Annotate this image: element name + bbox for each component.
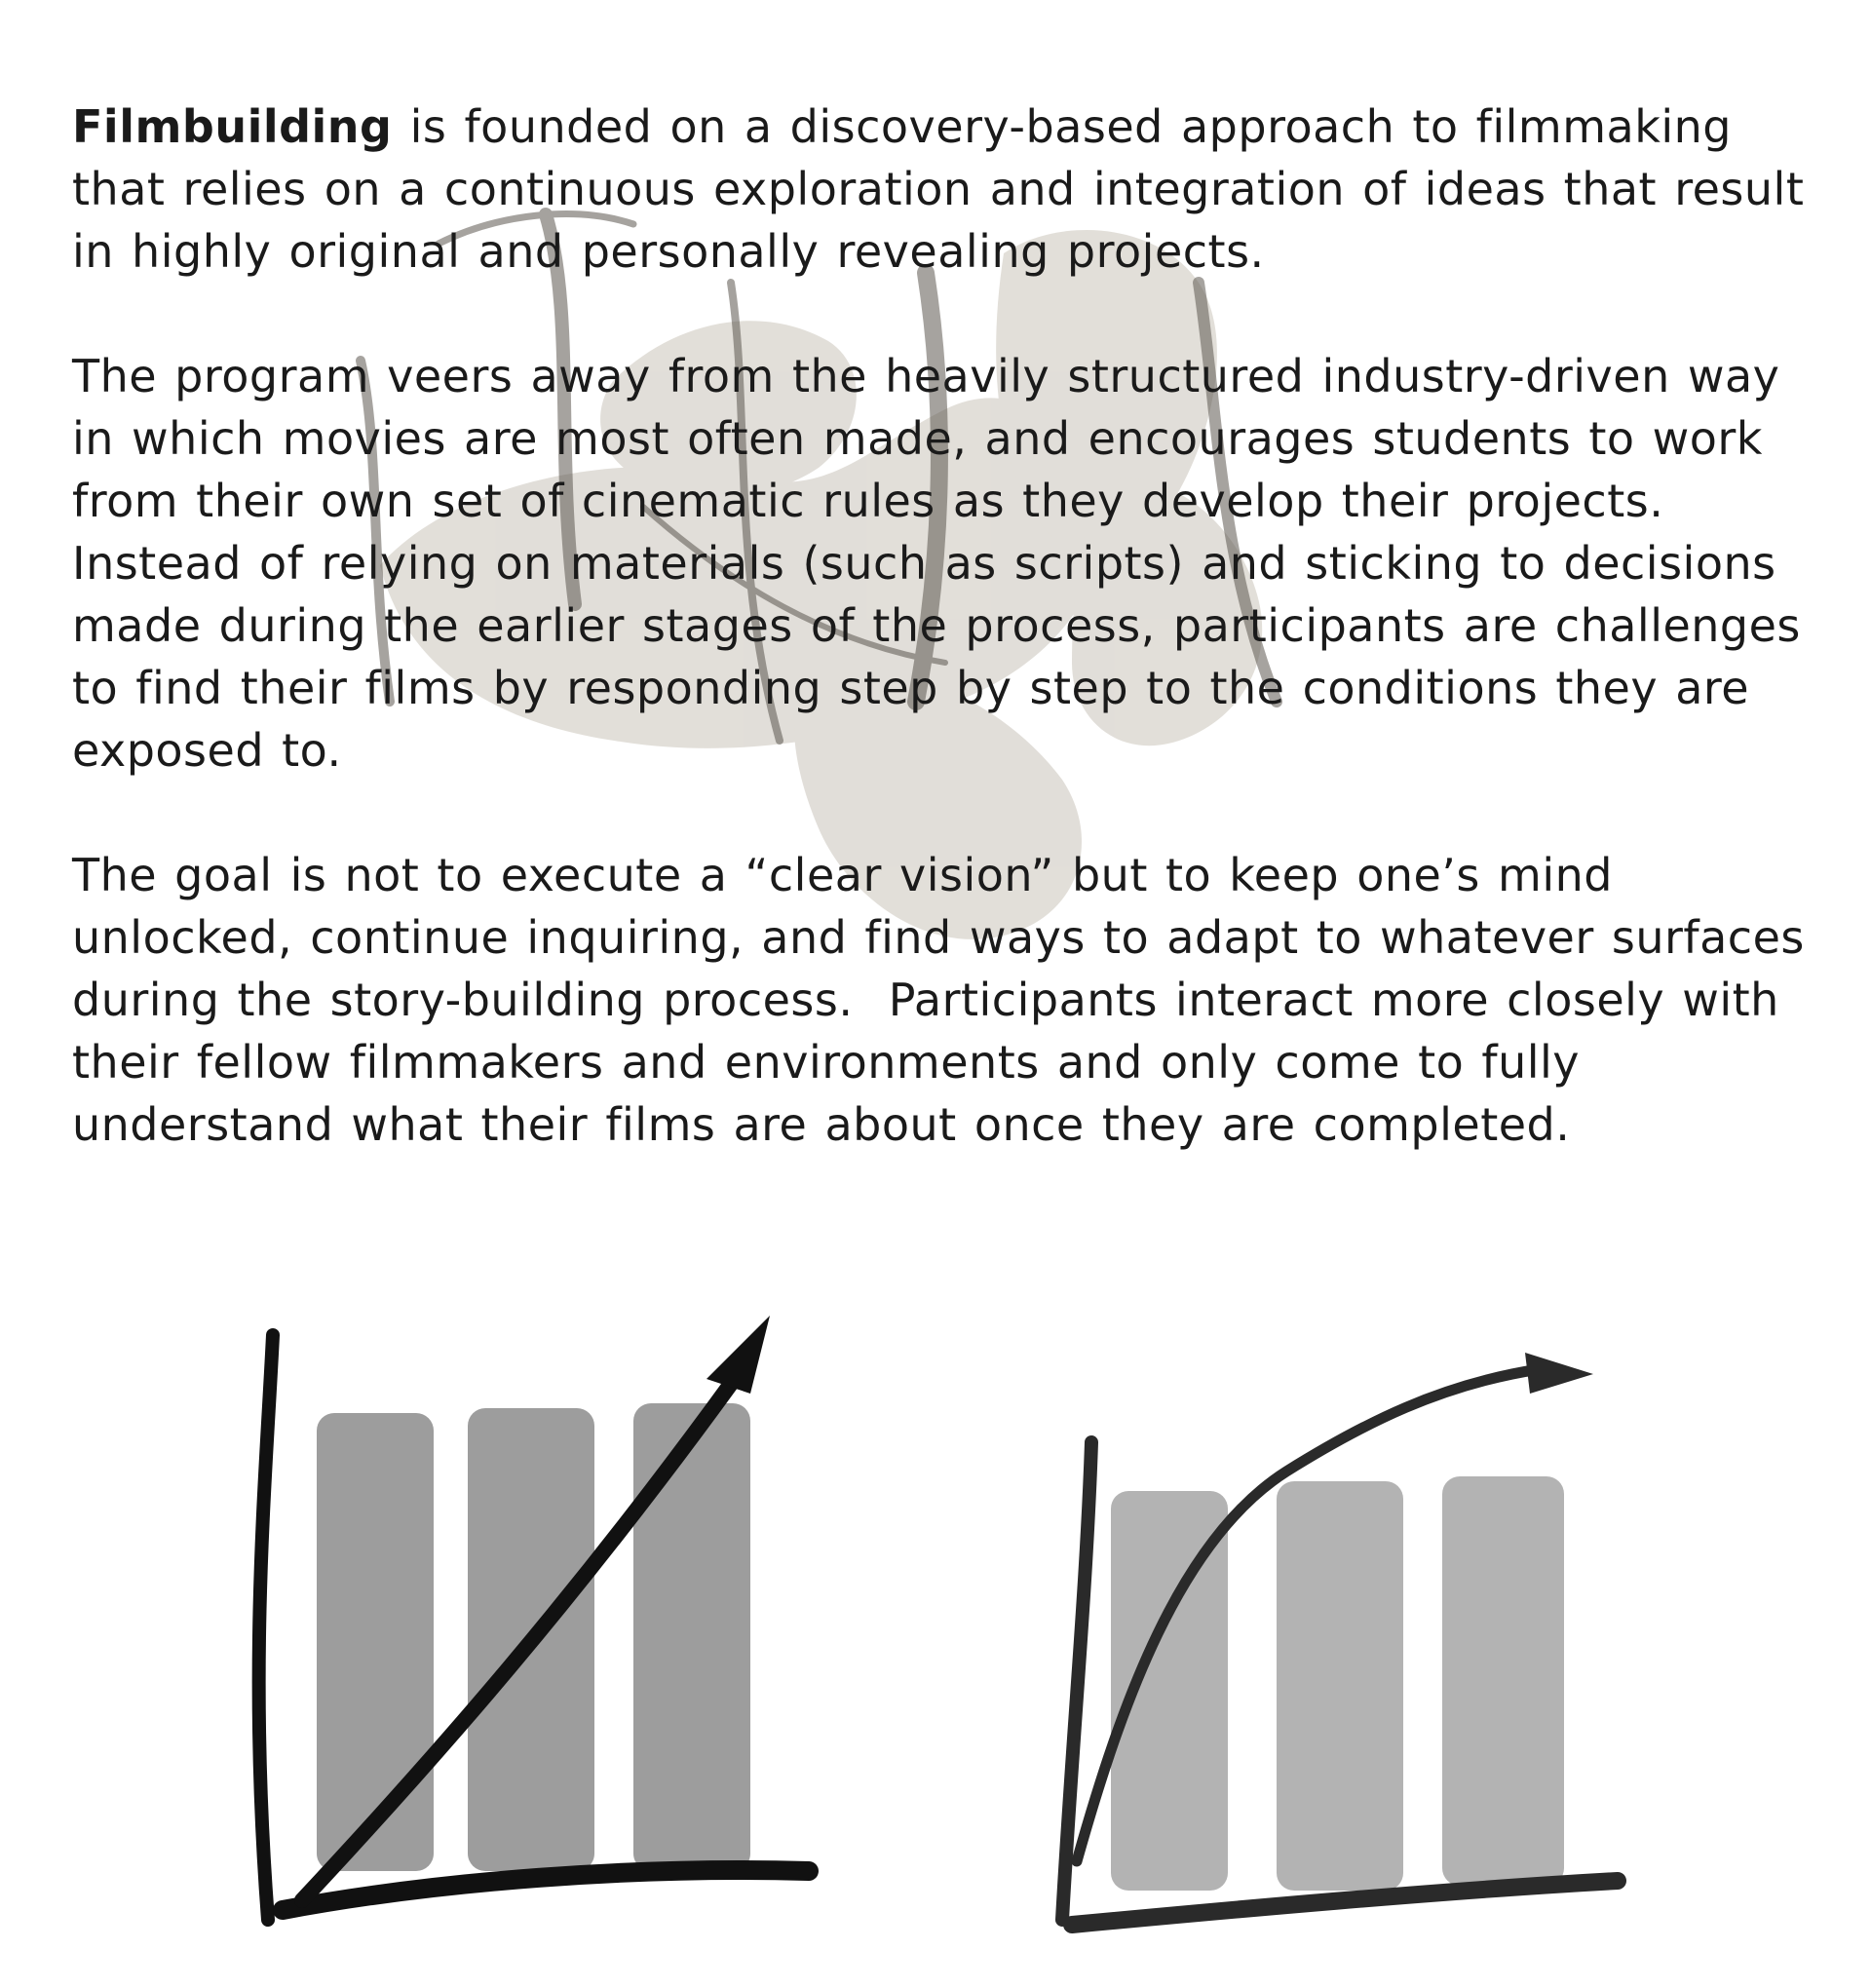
- brush-arrow-head: [1525, 1353, 1593, 1394]
- paragraph-intro-body: is founded on a discovery-based approach to filmmaking that relies on a continuous exploration and integration of ideas that result in highly original and personally revealing projects.: [72, 100, 1822, 278]
- brush-axis-horizontal: [283, 1870, 809, 1910]
- brush-axis-vertical: [259, 1335, 273, 1920]
- term-filmbuilding: Filmbuilding: [72, 100, 393, 153]
- brush-bar-1: [317, 1413, 434, 1871]
- brush-bar-3: [633, 1403, 750, 1871]
- brush-arrow-head: [706, 1316, 770, 1394]
- bar-chart-curved-arrow-icon: [1033, 1296, 1735, 1939]
- paragraph-intro: [72, 96, 1826, 283]
- paragraph-program: The program veers away from the heavily structured industry-driven way in which movies are most often made, and encourages students to work from their own set of cinematic rules as they develop their projects. Instead of relying on materials (such as scripts) and sticking to decisions made during the earlier stages of the process, participants are challenges to find their films by responding step by step to the conditions they are exposed to.: [72, 350, 1819, 777]
- paragraph-goal: The goal is not to execute a “clear vision” but to keep one’s mind unlocked, continue inquiring, and find ways to adapt to whatever surfaces during the story-building process. Participants interact more closely with their fellow filmmakers and environments and only come to fully understand what their films are about once they are completed.: [72, 849, 1822, 1151]
- bar-chart-straight-arrow-icon: [224, 1296, 926, 1939]
- description-text-block: [72, 96, 1826, 1218]
- brush-bar-2: [1277, 1481, 1403, 1891]
- brush-bar-3: [1442, 1476, 1564, 1886]
